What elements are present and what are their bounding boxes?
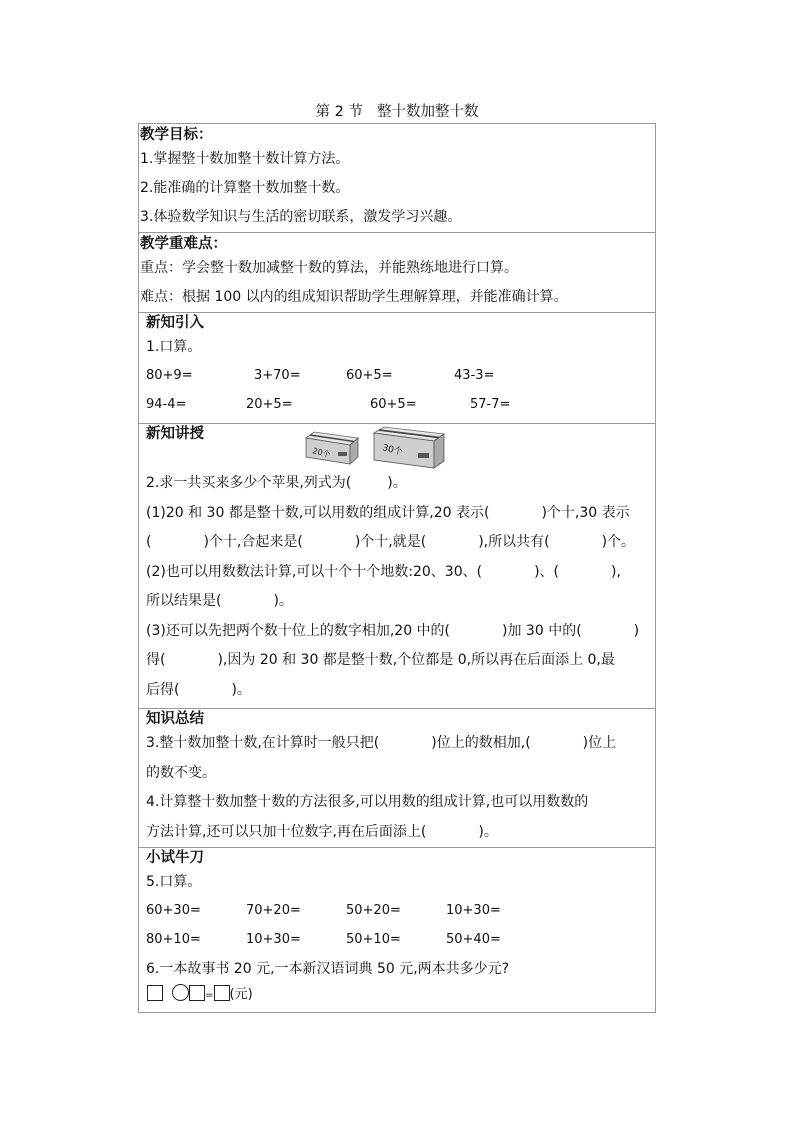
- p3-text: )。: [231, 681, 251, 698]
- summary-cell: [139, 709, 656, 848]
- goals-cell: [139, 124, 656, 233]
- section-number: 第 2 节: [315, 104, 363, 120]
- focus-text: 重点：学会整十数加减整十数的算法，并能熟练地进行口算。: [140, 260, 518, 276]
- calc-item: 10+30=: [246, 932, 301, 947]
- teach-heading: 新知讲授: [146, 426, 204, 442]
- p1-text: (1)20 和 30 都是整十数,可以用数的组成计算,20 表示(: [146, 504, 490, 521]
- apple-box-30: [374, 427, 444, 468]
- summary-point-3: [140, 729, 655, 788]
- summary-heading: 知识总结: [146, 711, 204, 727]
- box-label: 30个: [381, 443, 404, 458]
- equals-sign: =: [205, 990, 214, 1001]
- intro-question: 1.口算。: [146, 339, 202, 355]
- p1-text: )个十,30 表示: [541, 504, 630, 521]
- q2-text-a: 2.求一共买来多少个苹果,列式为(: [146, 475, 352, 491]
- s4-text: 方法计算,还可以只加十位数字,再在后面添上(: [146, 823, 427, 840]
- keypoints-heading: 教学重难点：: [140, 236, 227, 252]
- question-2: [140, 469, 655, 499]
- apple-box-20: [306, 432, 358, 464]
- p2-text: (2)也可以用数数法计算,可以十个十个地数:20、30、(: [146, 563, 483, 580]
- goal-item: 1.掌握整十数加整十数计算方法。: [140, 151, 350, 167]
- s3-text: )位上的数相加,(: [431, 735, 531, 751]
- goals-heading: 教学目标：: [140, 127, 213, 143]
- p1-text: )个十,合起来是(: [203, 534, 303, 550]
- calc-item: 57-7=: [470, 397, 511, 412]
- calc-item: 94-4=: [146, 397, 187, 412]
- unit-label: (元): [229, 987, 253, 1002]
- paragraph-2: [140, 558, 655, 617]
- intro-row-2: [140, 391, 655, 420]
- blank-square-icon[interactable]: [189, 985, 205, 1001]
- p1-text: )个。: [601, 534, 636, 550]
- p2-text: 所以结果是(: [146, 593, 222, 609]
- p2-text: )、(: [534, 563, 560, 580]
- blank-square-icon[interactable]: [214, 985, 230, 1001]
- calc-item: 70+20=: [246, 903, 301, 918]
- p1-text: (: [146, 534, 152, 550]
- calc-item: 60+5=: [370, 397, 417, 412]
- s4-text: )。: [478, 823, 498, 840]
- s3-text: )位上: [582, 735, 617, 751]
- practice-heading: 小试牛刀: [146, 850, 204, 866]
- calc-item: 80+10=: [146, 932, 201, 947]
- practice-row-1: [140, 897, 655, 926]
- p1-text: ),所以共有(: [478, 534, 550, 550]
- difficulty-text: 难点：根据 100 以内的组成知识帮助学生理解算理，并能准确计算。: [140, 289, 568, 305]
- p2-text: )。: [273, 593, 293, 609]
- p3-text: 得(: [146, 652, 166, 668]
- p2-text: ),: [611, 563, 621, 580]
- apple-mark-icon: [418, 453, 429, 458]
- goal-item: 2.能准确的计算整十数加整十数。: [140, 180, 350, 196]
- p3-text: ): [633, 622, 640, 639]
- practice-row-2: [140, 926, 655, 955]
- calc-item: 20+5=: [246, 397, 293, 412]
- apple-boxes-illustration: [302, 426, 448, 470]
- page-title: [0, 103, 794, 121]
- p3-text: (3)还可以先把两个数十位上的数字相加,20 中的(: [146, 622, 451, 639]
- calc-item: 50+20=: [346, 903, 401, 918]
- s3-text: 3.整十数加整十数,在计算时一般只把(: [146, 735, 380, 751]
- paragraph-1: [140, 499, 655, 558]
- intro-row-1: [140, 362, 655, 391]
- p3-text: )加 30 中的(: [502, 622, 582, 639]
- calc-item: 50+10=: [346, 932, 401, 947]
- section-name: 整十数加整十数: [376, 104, 479, 120]
- blank-square-icon[interactable]: [147, 985, 163, 1001]
- intro-cell: [139, 313, 656, 424]
- operator-circle-icon[interactable]: [172, 984, 189, 1001]
- calc-item: 50+40=: [446, 932, 501, 947]
- calc-item: 3+70=: [254, 368, 301, 383]
- practice-question-6: 6.一本故事书 20 元,一本新汉语词典 50 元,两本共多少元?: [146, 961, 510, 977]
- intro-heading: 新知引入: [146, 315, 204, 331]
- calc-item: 10+30=: [446, 903, 501, 918]
- lesson-table: [138, 123, 656, 1013]
- q2-text-b: )。: [387, 475, 407, 491]
- goal-item: 3.体验数学知识与生活的密切联系，激发学习兴趣。: [140, 209, 462, 225]
- apple-mark-icon: [338, 452, 347, 456]
- calc-item: 60+30=: [146, 903, 201, 918]
- summary-point-4: [140, 788, 655, 847]
- p1-text: )个十,就是(: [354, 534, 427, 550]
- paragraph-3: [140, 617, 655, 706]
- calc-item: 60+5=: [346, 368, 393, 383]
- calc-item: 43-3=: [454, 368, 495, 383]
- calc-item: 80+9=: [146, 368, 193, 383]
- answer-equation: [140, 984, 655, 1007]
- s4-text: 4.计算整十数加整十数的方法很多,可以用数的组成计算,也可以用数数的: [146, 794, 589, 810]
- s3-text: 的数不变。: [146, 764, 216, 781]
- practice-question-5: 5.口算。: [146, 874, 202, 890]
- p3-text: 后得(: [146, 681, 180, 698]
- practice-cell: [139, 848, 656, 1013]
- keypoints-cell: [139, 233, 656, 313]
- box-label: 20个: [311, 446, 332, 460]
- p3-text: ),因为 20 和 30 都是整十数,个位都是 0,所以再在后面添上 0,最: [217, 652, 615, 668]
